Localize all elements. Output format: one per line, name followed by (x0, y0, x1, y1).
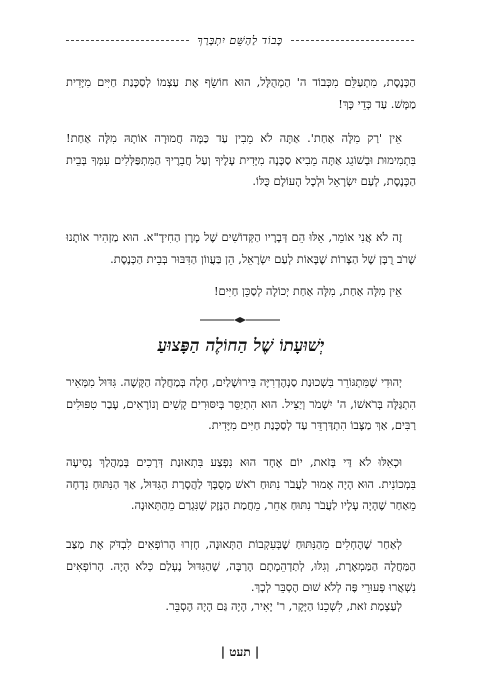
paragraph: זֶה לֹא אֲנִי אוֹמֵר, אֵלּוּ הֵם דְּבָרָיו הַקְּדוֹשִׁים שֶׁל מָרָן הַחִידָ"א. הוּא מַזְהִיר אוֹתָנוּ שֶׁרֹב רֻבָּן שֶׁל הַצָּרוֹת שֶׁבָּאוֹת לְעַם יִשְׂרָאֵל, הֵן בַּעֲווֹן הַדִּבּוּר בְּבֵית הַכְּנֶסֶת. (66, 230, 416, 266)
running-title: כָּבוֹד לַהַשֵּׁם יִתְבָּרַךְ (197, 34, 283, 47)
running-header (66, 34, 414, 47)
header-rule-right (291, 40, 414, 41)
page-number: | תעט | (220, 645, 260, 659)
paragraph: הַכְּנֶסֶת, מִתְעַלֵּם מִכְּבוֹד ה' הַמְהֻלָּל, הוּא חוֹשֵׂף אֶת עַצְמוֹ לְסַכָּנַת חַיִּים מִיָּדִית מַמָּשׁ. עַד כְּדֵי כָּךְ! (66, 75, 416, 111)
paragraph: אֵין 'רַק מִלָּה אַחַת'. אַתָּה לֹא מֵבִין עַד כַּמָּה חֲמוּרָה אוֹתָהּ מִלָּה אַחַת! בִּתְמִימוּת וּבְשׁוֹגֵג אַתָּה מֵבִיא סַכָּנָה מִיָּדִית עָלֶיךָ וְעַל חֲבֵרֶיךָ הַמִּתְפַּלְּלִים עִמְּךָ בְּבֵית הַכְּנֶסֶת, לְעַם יִשְׂרָאֵל וּלְכָל הָעוֹלָם כֻּלּוֹ. (66, 131, 416, 188)
paragraph: לְעַצְמַת זֹאת, לִשְׁכֵנוֹ הַיָּקָר, ר' יָאִיר, הָיָה גַּם הָיָה הֶסְבֵּר. (165, 599, 402, 613)
section-title: יְשׁוּעָתוֹ שֶׁל הַחוֹלֶה הַפָּצוּעַ (157, 336, 325, 356)
paragraph: וּכְאִלּוּ לֹא דַּי בְּזֹאת, יוֹם אֶחָד הוּא נִפְצַע בִּתְאוּנַת דְּרָכִים בְּמַהֲלַךְ נְסִיעָה בִּמְכוֹנִית. הוּא הָיָה אָמוּר לַעֲבֹר נִתּוּחַ רֹאשׁ מְסֻבָּךְ לַהֲסָרַת הַגִּדּוּל, אַךְ הַנִּתּוּחַ נִדְחָה מֵאַחַר שֶׁהָיָה עָלָיו לַעֲבֹר נִתּוּחַ אַחֵר, מֵחֲמַת הַנֶּזֶק שֶׁנִּגְרַם מֵהַתְּאוּנָה. (66, 455, 416, 512)
paragraph: לְאַחַר שֶׁהֶחְלִים מֵהַנִּתּוּחַ שֶׁבְּעִקְבוֹת הַתְּאוּנָה, חָזְרוּ הָרוֹפְאִים לִבְדֹּק אֶת מַצַּב הַמַּחֲלָה הַמַּמְאֶרֶת, וְגִלּוּ, לְתַדְהֵמָתָם הָרַבָּה, שֶׁהַגִּדּוּל נֶעְלַם כְּלֹא הָיָה. הָרוֹפְאִים נִשְׁאֲרוּ פְּעוּרֵי פֶּה לְלֹא שׁוּם הֶסְבֵּר לְכָךְ. (66, 537, 416, 594)
paragraph: אֵין מִלָּה אַחַת, מִלָּה אַחַת יְכוֹלָה לְסַכֵּן חַיִּים! (213, 284, 402, 298)
header-rule-left (66, 40, 189, 41)
paragraph: יְהוּדִי שֶׁמִּתְגּוֹרֵר בִּשְׁכוּנַת סַנְהֶדְרִיָּה בִּירוּשָׁלַיִם, חָלָה בְּמַחֲלָה הַקָּשָׁה. גִּדּוּל מִמְּאִיר הִתְגַּלָּה בְּרֹאשׁוֹ, ה' יִשְׁמֹר וְיַצִּיל. הוּא הִתְיַסֵּר בְּיִסּוּרִים קָשִׁים וְנוֹרָאִים, עָבַר טִפּוּלִים רַבִּים, אַךְ מַצָּבוֹ הִתְדַּרְדֵּר עַד לְסַכָּנַת חַיִּים מִיָּדִית. (66, 375, 416, 432)
section-divider-ornament (0, 316, 480, 324)
